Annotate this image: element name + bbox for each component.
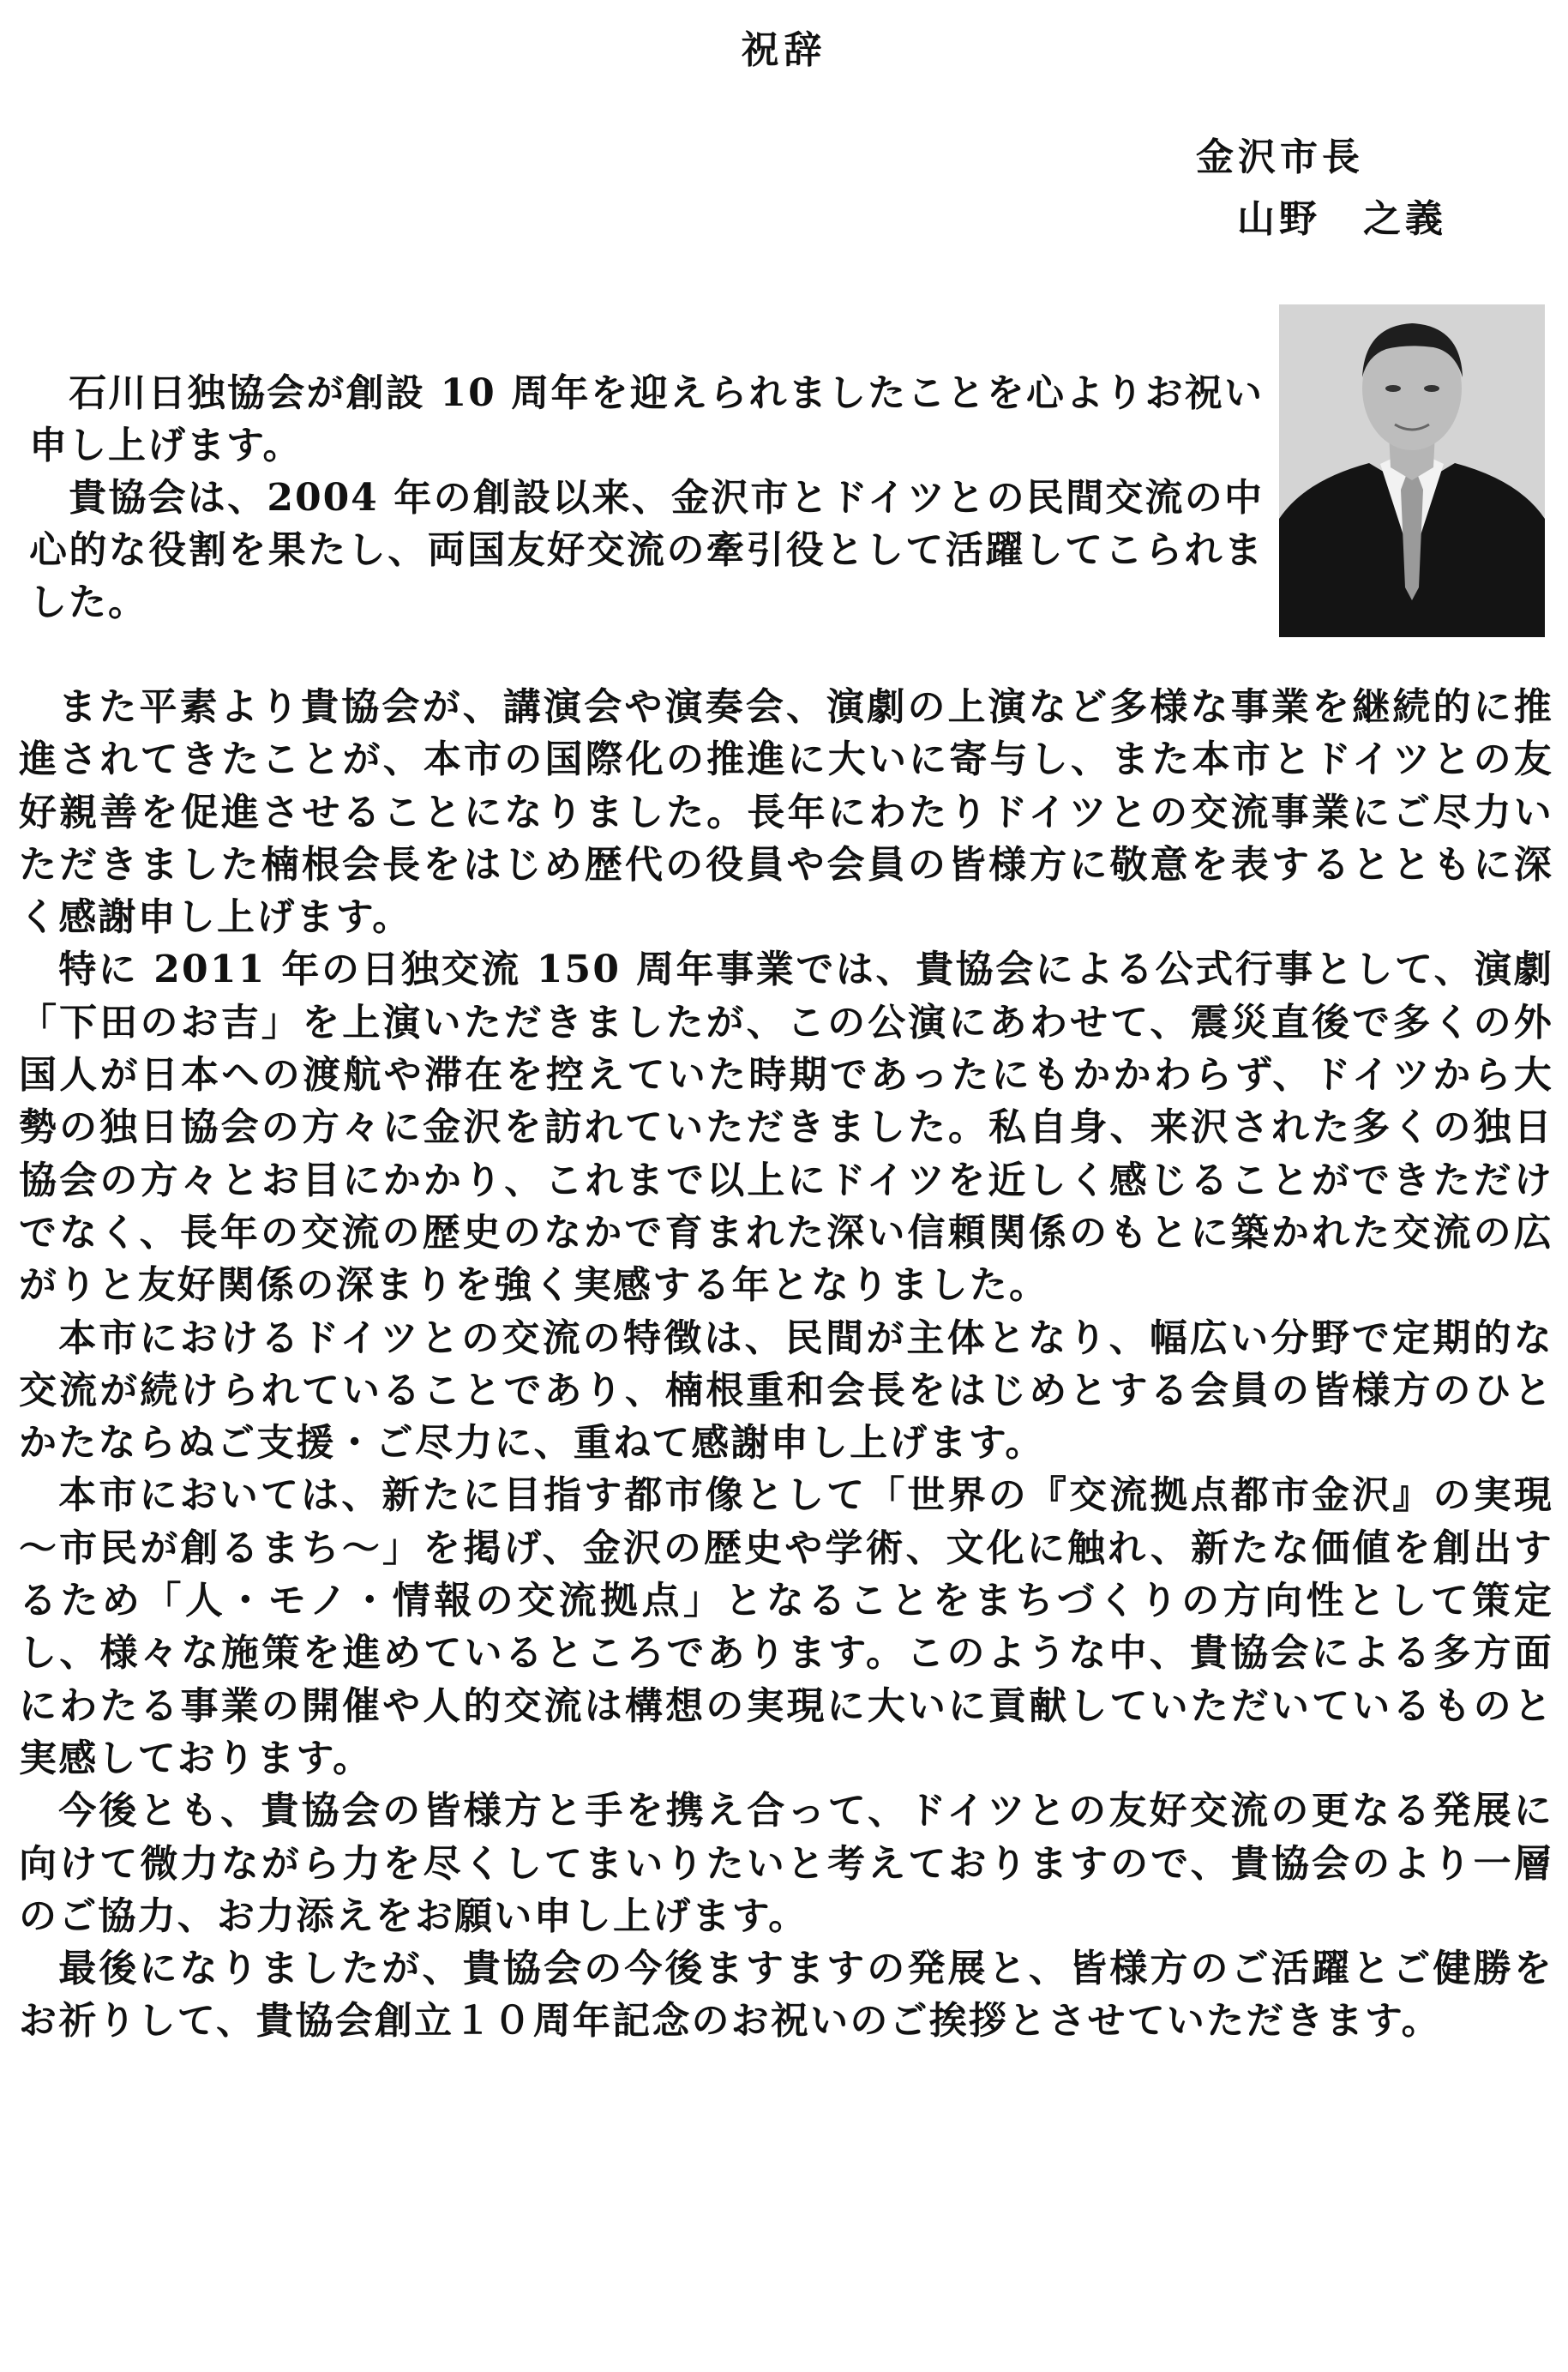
mayor-portrait-photo [1279, 304, 1545, 637]
paragraph: 特に 2011 年の日独交流 150 周年事業では、貴協会による公式行事として、演劇「下田のお吉」を上演いただきましたが、この公演にあわせて、震災直後で多くの外国人が日本への渡航や滞在を控えていた時期であったにもかかわらず、ドイツから大勢の独日協会の方々に金沢を訪れていただきました。私自身、来沢された多くの独日協会の方々とお目にかかり、これまで以上にドイツを近しく感じることができただけでなく、長年の交流の歴史のなかで育まれた深い信頼関係のもとに築かれた交流の広がりと友好関係の深まりを強く実感する年となりました。 [19, 948, 1553, 1308]
paragraph: 今後とも、貴協会の皆様方と手を携え合って、ドイツとの友好交流の更なる発展に向けて微力ながら力を尽くしてまいりたいと考えておりますので、貴協会のより一層のご協力、お力添えをお願い申し上げます。 [19, 1789, 1553, 1938]
paragraph: 貴協会は、2004 年の創設以来、金沢市とドイツとの民間交流の中心的な役割を果たし、両国友好交流の牽引役として活躍してこられました。 [29, 476, 1264, 624]
document-title: 祝辞 [741, 28, 827, 72]
body-top [29, 367, 1264, 629]
paragraph: 石川日独協会が創設 10 周年を迎えられましたことを心よりお祝い申し上げます。 [29, 371, 1264, 467]
body-main [19, 681, 1553, 2048]
author-title: 金沢市長 [1196, 135, 1364, 179]
author-name: 山野 之義 [1237, 197, 1447, 241]
paragraph: また平素より貴協会が、講演会や演奏会、演劇の上演など多様な事業を継続的に推進されてきたことが、本市の国際化の推進に大いに寄与し、また本市とドイツとの友好親善を促進させることになりました。長年にわたりドイツとの交流事業にご尽力いただきました楠根会長をはじめ歴代の役員や会員の皆様方に敬意を表するとともに深く感謝申し上げます。 [19, 685, 1553, 940]
author-block [1196, 127, 1539, 250]
paragraph: 最後になりましたが、貴協会の今後ますますの発展と、皆様方のご活躍とご健勝をお祈りして、貴協会創立１０周年記念のお祝いのご挨拶とさせていただきます。 [19, 1947, 1553, 2044]
paragraph: 本市においては、新たに目指す都市像として「世界の『交流拠点都市金沢』の実現～市民が創るまち～」を掲げ、金沢の歴史や学術、文化に触れ、新たな価値を創出するため「人・モノ・情報の交流拠点」となることをまちづくりの方向性として策定し、様々な施策を進めているところであります。このような中、貴協会による多方面にわたる事業の開催や人的交流は構想の実現に大いに貢献していただいているものと実感しております。 [19, 1473, 1553, 1780]
paragraph: 本市におけるドイツとの交流の特徴は、民間が主体となり、幅広い分野で定期的な交流が続けられていることであり、楠根重和会長をはじめとする会員の皆様方のひとかたならぬご支援・ご尽力に、重ねて感謝申し上げます。 [19, 1315, 1553, 1466]
